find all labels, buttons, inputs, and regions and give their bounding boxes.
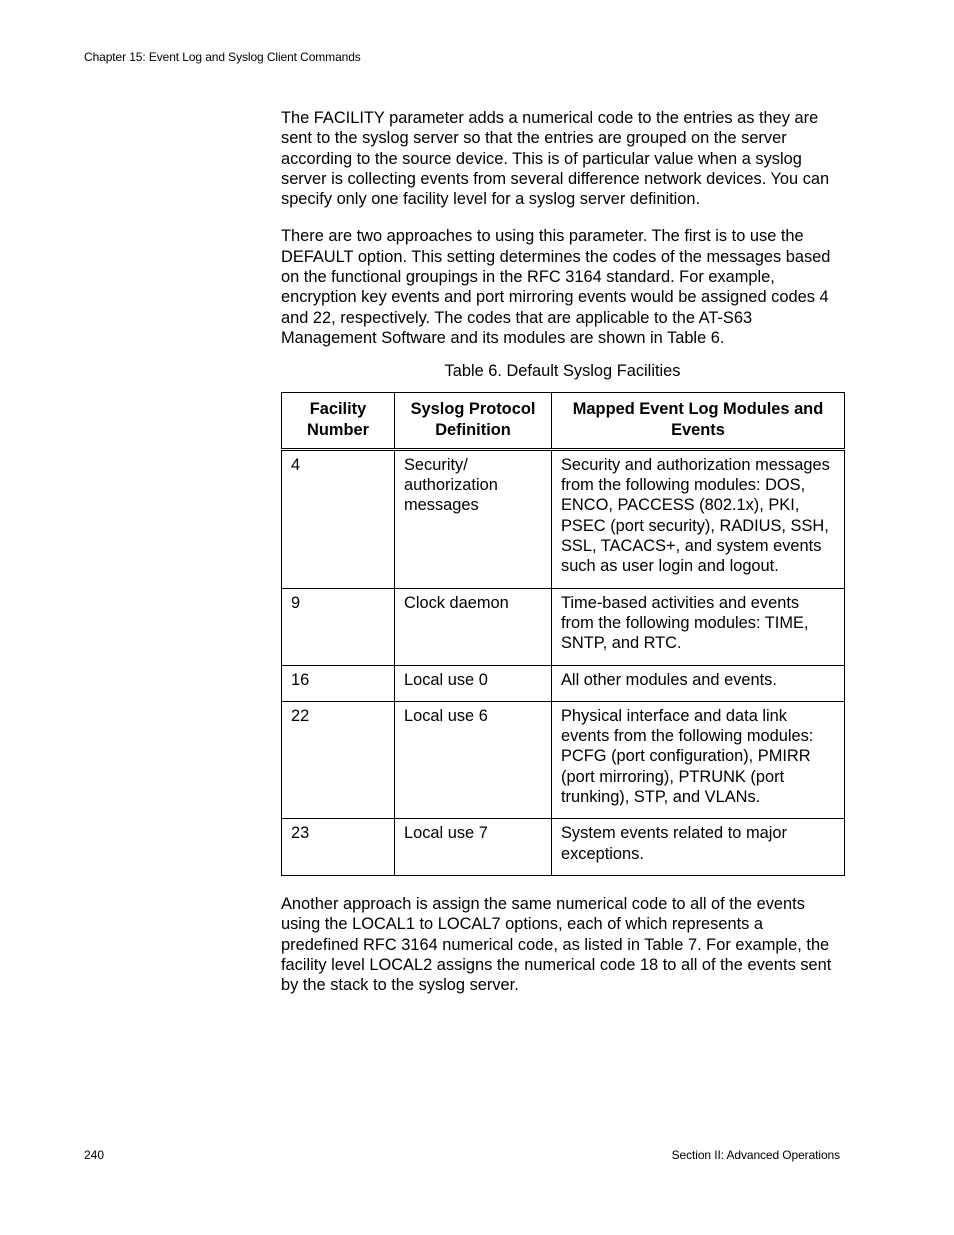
table-row (282, 449, 845, 588)
table-caption: Table 6. Default Syslog Facilities (444, 362, 681, 381)
cell-mapped-modules: System events related to major exceptions. (552, 819, 845, 876)
cell-protocol-definition: Local use 0 (395, 665, 552, 701)
running-header: Chapter 15: Event Log and Syslog Client Commands (84, 50, 361, 64)
cell-protocol-definition: Local use 6 (395, 701, 552, 818)
cell-facility-number: 9 (282, 588, 395, 665)
paragraph-approaches: There are two approaches to using this parameter. The first is to use the DEFAULT option. This setting determines the codes of the messages based on the functional groupings in the RFC 3164 standard. For example, encryption key events and port mirroring events would be assigned codes 4 and 22, respectively. The codes that are applicable to the AT-S63 Management Software and its modules are shown in Table 6. (281, 227, 831, 347)
table-header-row (282, 393, 845, 450)
section-footer: Section II: Advanced Operations (671, 1148, 840, 1162)
cell-mapped-modules: All other modules and events. (552, 665, 845, 701)
page-number: 240 (84, 1148, 105, 1162)
cell-mapped-modules: Security and authorization messages from the following modules: DOS, ENCO, PACCESS (802.1x), PKI, PSEC (port security), RADIUS, SSH, SSL, TACACS+, and system events such as user login and logout. (552, 449, 845, 588)
header-mapped-event-log-modules: Mapped Event Log Modules and Events (552, 393, 845, 450)
cell-protocol-definition: Local use 7 (395, 819, 552, 876)
cell-facility-number: 4 (282, 449, 395, 588)
cell-protocol-definition: Security/ authorization messages (395, 449, 552, 588)
cell-mapped-modules: Time-based activities and events from the following modules: TIME, SNTP, and RTC. (552, 588, 845, 665)
cell-facility-number: 23 (282, 819, 395, 876)
cell-protocol-definition: Clock daemon (395, 588, 552, 665)
table-row (282, 665, 845, 701)
table-row (282, 701, 845, 818)
cell-facility-number: 16 (282, 665, 395, 701)
table-row (282, 588, 845, 665)
page-content (281, 108, 844, 995)
cell-facility-number: 22 (282, 701, 395, 818)
header-syslog-protocol-definition: Syslog Protocol Definition (395, 393, 552, 450)
paragraph-local-approach: Another approach is assign the same numerical code to all of the events using the LOCAL1 to LOCAL7 options, each of which represents a predefined RFC 3164 numerical code, as listed in Table 7. For example, the facility level LOCAL2 assigns the numerical code 18 to all of the events sent by the stack to the syslog server. (281, 894, 832, 995)
paragraph-facility-intro: The FACILITY parameter adds a numerical code to the entries as they are sent to the syslog server so that the entries are grouped on the server according to the source device. This is of particular value when a syslog server is collecting events from several difference network devices. You can specify only one facility level for a syslog server definition. (281, 109, 830, 209)
cell-mapped-modules: Physical interface and data link events from the following modules: PCFG (port configuration), PMIRR (port mirroring), PTRUNK (port trunking), STP, and VLANs. (552, 701, 845, 818)
table-row (282, 819, 845, 876)
header-facility-number: Facility Number (282, 393, 395, 450)
default-syslog-facilities-table (281, 392, 845, 876)
